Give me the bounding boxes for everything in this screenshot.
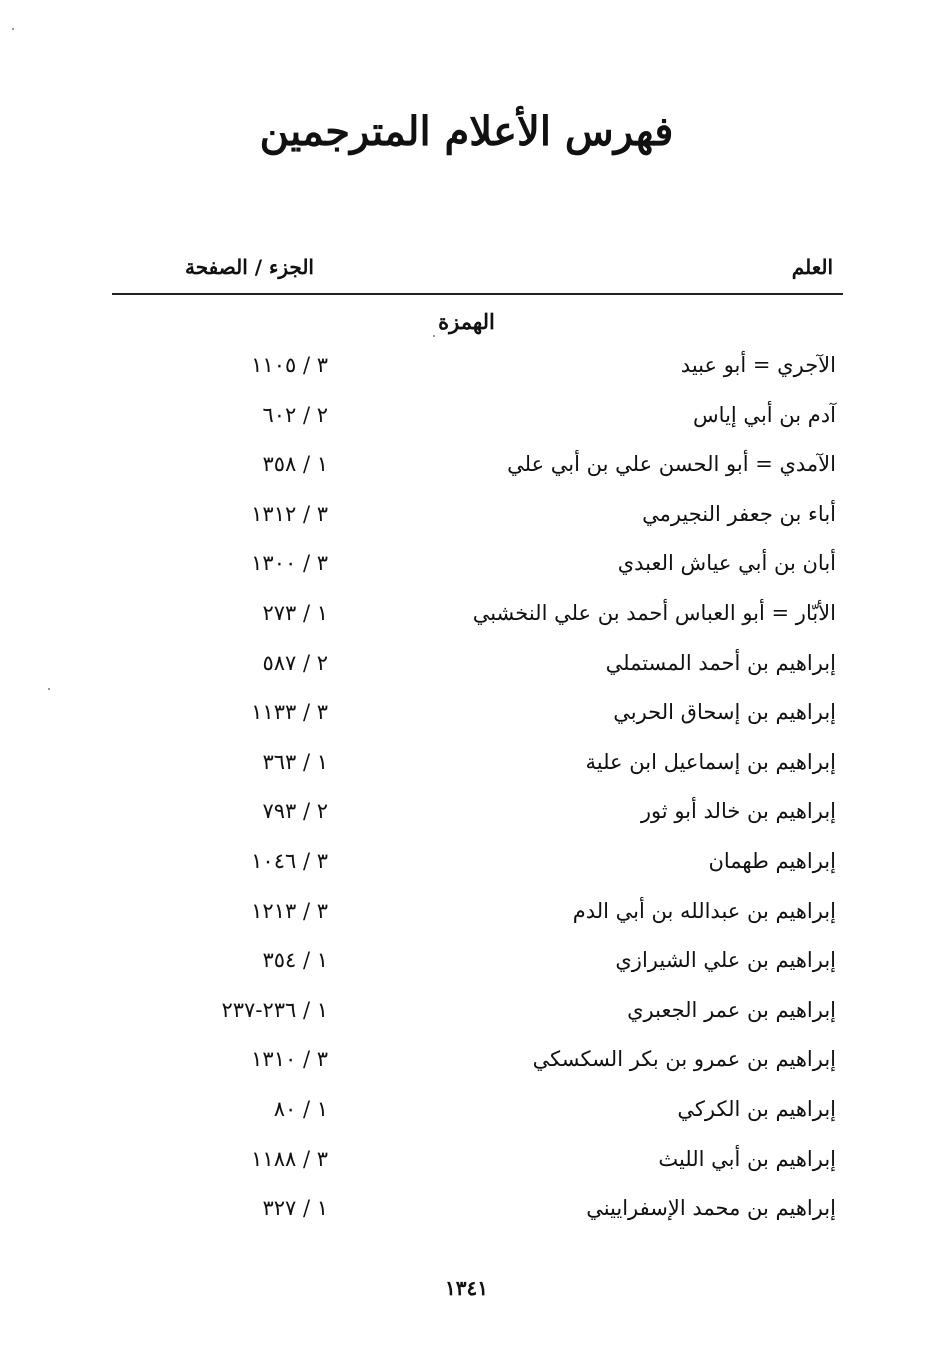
entry-name: أبان بن أبي عياش العبدي xyxy=(617,551,836,576)
entry-name: الأبّار = أبو العباس أحمد بن علي النخشبي xyxy=(472,600,836,625)
index-entry xyxy=(0,893,933,943)
entry-name: آدم بن أبي إياس xyxy=(693,402,836,427)
index-entry xyxy=(0,694,933,744)
entry-name: إبراهيم طهمان xyxy=(708,848,836,873)
index-entry xyxy=(0,992,933,1042)
index-entry xyxy=(0,496,933,546)
index-entry xyxy=(0,942,933,992)
entry-name: إبراهيم بن عمرو بن بكر السكسكي xyxy=(532,1047,836,1072)
entry-reference: ٢ / ٧٩٣ xyxy=(262,799,328,824)
entry-name: إبراهيم بن إسحاق الحربي xyxy=(613,700,836,725)
entry-name: الآمدي = أبو الحسن علي بن أبي علي xyxy=(507,452,836,477)
entry-reference: ٢ / ٦٠٢ xyxy=(262,402,328,427)
scan-speck xyxy=(12,28,14,30)
entry-name: إبراهيم بن علي الشيرازي xyxy=(615,948,836,973)
column-header-name: العلم xyxy=(791,255,833,279)
header-divider xyxy=(112,293,843,295)
index-entry xyxy=(0,347,933,397)
section-heading: الهمزة xyxy=(438,309,495,334)
entry-reference: ٣ / ١٣١٠ xyxy=(251,1047,328,1072)
scan-speck xyxy=(433,335,435,337)
index-entry-list xyxy=(0,347,933,1240)
entry-name: إبراهيم بن إسماعيل ابن علية xyxy=(585,749,836,774)
entry-name: إبراهيم بن خالد أبو ثور xyxy=(640,799,836,824)
entry-reference: ١ / ٣٢٧ xyxy=(262,1196,328,1221)
entry-reference: ١ / ٣٥٤ xyxy=(262,948,328,973)
entry-reference: ٣ / ١١٣٣ xyxy=(251,700,328,725)
entry-reference: ١ / ٣٥٨ xyxy=(262,452,328,477)
entry-reference: ١ / ٣٦٣ xyxy=(262,749,328,774)
index-entry xyxy=(0,1141,933,1191)
index-entry xyxy=(0,744,933,794)
entry-name: إبراهيم بن عبدالله بن أبي الدم xyxy=(572,898,836,923)
index-entry xyxy=(0,446,933,496)
index-entry xyxy=(0,545,933,595)
entry-reference: ١ / ٨٠ xyxy=(273,1096,328,1121)
entry-name: إبراهيم بن محمد الإسفراييني xyxy=(586,1196,836,1221)
column-header-reference: الجزء / الصفحة xyxy=(185,255,314,279)
index-entry xyxy=(0,843,933,893)
entry-reference: ٣ / ١١٨٨ xyxy=(251,1146,328,1171)
index-entry xyxy=(0,1091,933,1141)
entry-name: أباء بن جعفر النجيرمي xyxy=(642,501,836,526)
entry-name: الآجري = أبو عبيد xyxy=(680,353,836,377)
entry-reference: ٣ / ١٢١٣ xyxy=(251,898,328,923)
entry-name: إبراهيم بن عمر الجعبري xyxy=(627,997,836,1022)
page-title: فهرس الأعلام المترجمين xyxy=(259,108,674,155)
entry-reference: ١ / ٢٣٦-٢٣٧ xyxy=(221,997,328,1022)
entry-reference: ٣ / ١٠٤٦ xyxy=(251,848,328,873)
entry-reference: ٢ / ٥٨٧ xyxy=(262,650,328,675)
index-entry xyxy=(0,645,933,695)
entry-name: إبراهيم بن أحمد المستملي xyxy=(605,650,836,675)
entry-reference: ٣ / ١٣١٢ xyxy=(251,501,328,526)
entry-reference: ١ / ٢٧٣ xyxy=(262,600,328,625)
index-entry xyxy=(0,793,933,843)
index-entry xyxy=(0,1190,933,1240)
index-entry xyxy=(0,1041,933,1091)
entry-reference: ٣ / ١١٠٥ xyxy=(251,353,328,377)
index-entry xyxy=(0,397,933,447)
index-entry xyxy=(0,595,933,645)
entry-name: إبراهيم بن الكركي xyxy=(677,1096,836,1121)
page-number: ١٣٤١ xyxy=(445,1276,488,1300)
entry-name: إبراهيم بن أبي الليث xyxy=(658,1146,836,1171)
entry-reference: ٣ / ١٣٠٠ xyxy=(251,551,328,576)
